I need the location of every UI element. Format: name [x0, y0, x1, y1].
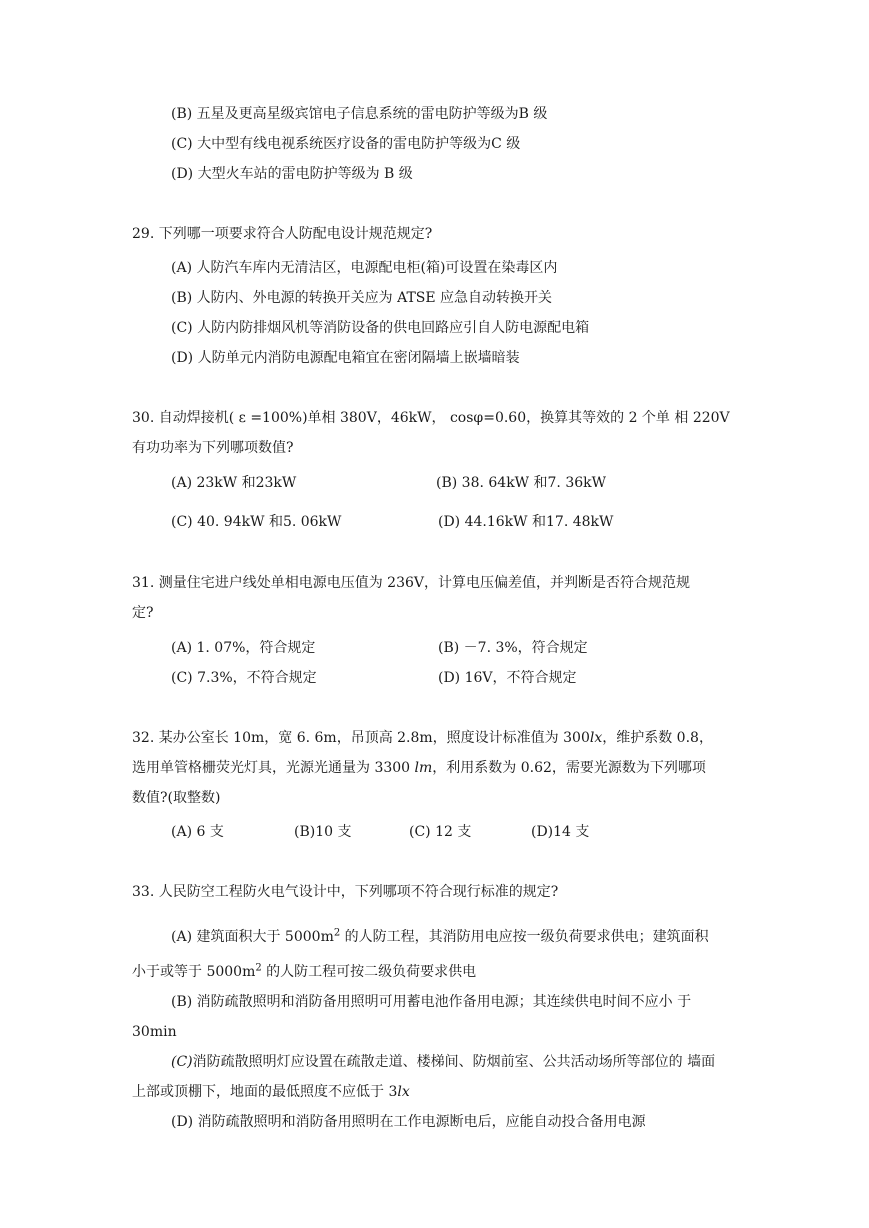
q32-option-a: (A) 6 支	[171, 824, 224, 840]
q28-option-b: (B) 五星及更高星级宾馆电子信息系统的雷电防护等级为B 级	[171, 106, 548, 122]
q32-unit-lux: lx	[589, 730, 603, 746]
q33-option-a-line1	[171, 927, 709, 947]
q33-c-text: 消防疏散照明灯应设置在疏散走道、楼梯间、防烟前室、公共活动场所等部位的 墙面	[192, 1054, 716, 1070]
q29-stem: 29. 下列哪一项要求符合人防配电设计规范规定?	[132, 226, 433, 242]
q31-stem-line1: 31. 测量住宅进户线处单相电源电压值为 236V，计算电压偏差值，并判断是否符合规范规	[132, 575, 690, 591]
q33-option-b-line2: 30min	[132, 1024, 177, 1040]
q33-option-c-line1	[171, 1052, 715, 1072]
q29-option-c: (C) 人防内防排烟风机等消防设备的供电回路应引自人防电源配电箱	[171, 320, 590, 336]
q33-a1-text-b: 的人防工程，其消防用电应按一级负荷要求供电；建筑面积	[340, 929, 709, 945]
q29-option-d: (D) 人防单元内消防电源配电箱宜在密闭隔墙上嵌墙暗装	[171, 350, 520, 366]
q28-option-c: (C) 大中型有线电视系统医疗设备的雷电防护等级为C 级	[171, 136, 521, 152]
q32-stem-line2	[132, 758, 706, 778]
q31-option-d: (D) 16V，不符合规定	[438, 670, 577, 686]
q32-option-c: (C) 12 支	[409, 824, 472, 840]
q30-option-d: (D) 44.16kW 和17. 48kW	[438, 514, 614, 530]
q29-option-a: (A) 人防汽车库内无清洁区，电源配电柜(箱)可设置在染毒区内	[171, 260, 558, 276]
q32-stem-line2-a: 选用单管格栅荧光灯具，光源光通量为 3300	[132, 760, 415, 776]
q33-a1-text: (A) 建筑面积大于 5000m	[171, 929, 334, 945]
q33-a2-text: 小于或等于 5000m	[132, 964, 256, 980]
q33-option-a-line2	[132, 962, 476, 982]
q33-option-d: (D) 消防疏散照明和消防备用照明在工作电源断电后，应能自动投合备用电源	[171, 1114, 646, 1130]
q33-a2-text-b: 的人防工程可按二级负荷要求供电	[261, 964, 477, 980]
q30-option-a: (A) 23kW 和23kW	[171, 475, 297, 491]
q33-option-b-line1: (B) 消防疏散照明和消防备用照明可用蓄电池作备用电源；其连续供电时间不应小 于	[171, 994, 692, 1010]
q32-option-b: (B)10 支	[294, 824, 352, 840]
q31-stem-line2: 定?	[132, 605, 154, 621]
q33-option-c-line2	[132, 1082, 410, 1102]
q30-stem-line2: 有功功率为下列哪项数值?	[132, 440, 294, 456]
q32-stem-line1-b: ，维护系数 0.8，	[602, 730, 713, 746]
q32-option-d: (D)14 支	[531, 824, 590, 840]
q29-option-b: (B) 人防内、外电源的转换开关应为 ATSE 应急自动转换开关	[171, 290, 553, 306]
q30-option-c: (C) 40. 94kW 和5. 06kW	[171, 514, 342, 530]
q32-stem-line3: 数值?(取整数)	[132, 790, 221, 806]
q30-stem-line1: 30. 自动焊接机( ε =100%)单相 380V，46kW， cosφ=0.60，换算其等效的 2 个单 相 220V	[132, 410, 730, 426]
q33-stem: 33. 人民防空工程防火电气设计中，下列哪项不符合现行标准的规定?	[132, 884, 559, 900]
q33-c-label: (C)	[171, 1054, 193, 1070]
q33-a2-superscript: 2	[255, 962, 262, 974]
q31-option-b: (B) －7. 3%，符合规定	[438, 640, 588, 656]
q32-stem-line1	[132, 728, 713, 748]
q32-stem-line2-b: ，利用系数为 0.62，需要光源数为下列哪项	[432, 760, 706, 776]
q33-c2-unit: lx	[397, 1084, 410, 1100]
q31-option-c: (C) 7.3%，不符合规定	[171, 670, 317, 686]
q33-c2-text: 上部或顶棚下，地面的最低照度不应低于 3	[132, 1084, 398, 1100]
q33-a1-superscript: 2	[333, 927, 341, 939]
q30-option-b: (B) 38. 64kW 和7. 36kW	[436, 475, 607, 491]
q32-unit-lumen: lm	[414, 760, 433, 776]
q31-option-a: (A) 1. 07%，符合规定	[171, 640, 316, 656]
q32-stem-line1-a: 32. 某办公室长 10m，宽 6. 6m，吊顶高 2.8m，照度设计标准值为 300	[132, 730, 590, 746]
q28-option-d: (D) 大型火车站的雷电防护等级为 B 级	[171, 166, 413, 182]
